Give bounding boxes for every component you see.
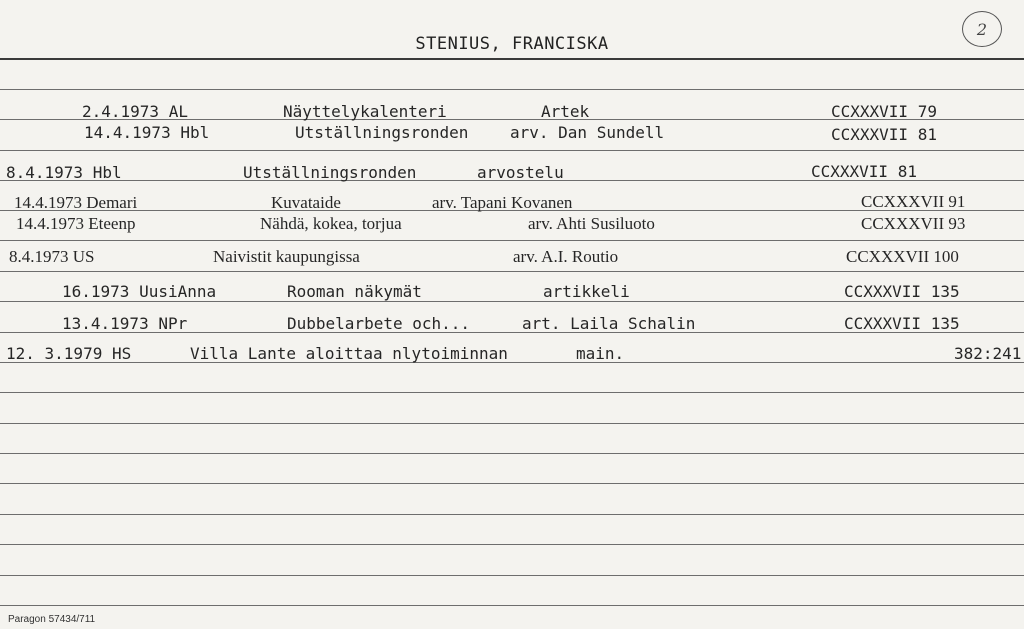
ruled-line (0, 423, 1024, 424)
ruled-line (0, 301, 1024, 302)
entry-ref: CCXXXVII 81 (811, 162, 917, 181)
ruled-line (0, 362, 1024, 363)
entry-ref: 382:241 (954, 344, 1022, 363)
entry-ref: CCXXXVII 135 (844, 282, 960, 301)
ruled-line (0, 240, 1024, 241)
ruled-line (0, 271, 1024, 272)
entry-note: artikkeli (543, 282, 630, 301)
entry-title: Utställningsronden (243, 163, 417, 182)
entry-ref: CCXXXVII 91 (861, 192, 966, 211)
entry-title: Utställningsronden (295, 123, 469, 142)
ruled-line (0, 89, 1024, 90)
entry-title: Dubbelarbete och... (287, 314, 471, 333)
entry-date: 2.4.1973 AL (82, 102, 188, 121)
ruled-line (0, 453, 1024, 454)
entry-note: arv. Dan Sundell (510, 123, 665, 142)
entry-date: 13.4.1973 NPr (62, 314, 188, 333)
entry-date: 16.1973 UusiAnna (62, 282, 217, 301)
entry-ref: CCXXXVII 100 (846, 247, 959, 266)
card-title: STENIUS, FRANCISKA (415, 34, 609, 54)
entry-ref: CCXXXVII 79 (831, 102, 937, 121)
entry-date: 8.4.1973 US (9, 247, 95, 266)
ruled-line (0, 392, 1024, 393)
entry-note: arv. Tapani Kovanen (432, 193, 573, 212)
entry-note: main. (576, 344, 625, 363)
ruled-line (0, 483, 1024, 484)
entry-title: Villa Lante aloittaa nlytoiminnan (190, 344, 508, 363)
ruled-line (0, 575, 1024, 576)
ruled-line (0, 605, 1024, 606)
entry-title: Kuvataide (271, 193, 341, 212)
entry-date: 14.4.1973 Demari (14, 193, 138, 212)
entry-title: Naivistit kaupungissa (213, 247, 360, 266)
ruled-line (0, 544, 1024, 545)
entry-ref: CCXXXVII 93 (861, 214, 966, 233)
entry-title: Rooman näkymät (287, 282, 422, 301)
ruled-line (0, 150, 1024, 151)
entry-note: arv. Ahti Susiluoto (528, 214, 655, 233)
entry-date: 12. 3.1979 HS (6, 344, 132, 363)
entry-ref: CCXXXVII 81 (831, 125, 937, 144)
entry-note: Artek (541, 102, 590, 121)
header-rule (0, 58, 1024, 60)
entry-date: 14.4.1973 Eteenp (16, 214, 136, 233)
entry-date: 14.4.1973 Hbl (84, 123, 210, 142)
entry-title: Nähdä, kokea, torjua (260, 214, 402, 233)
entry-ref: CCXXXVII 135 (844, 314, 960, 333)
entry-note: arvostelu (477, 163, 564, 182)
ruled-line (0, 514, 1024, 515)
card-number: 2 (962, 11, 1002, 47)
entry-title: Näyttelykalenteri (283, 102, 447, 121)
card-footer: Paragon 57434/711 (8, 614, 96, 625)
entry-note: arv. A.I. Routio (513, 247, 619, 266)
entry-note: art. Laila Schalin (522, 314, 696, 333)
entry-date: 8.4.1973 Hbl (6, 163, 122, 182)
